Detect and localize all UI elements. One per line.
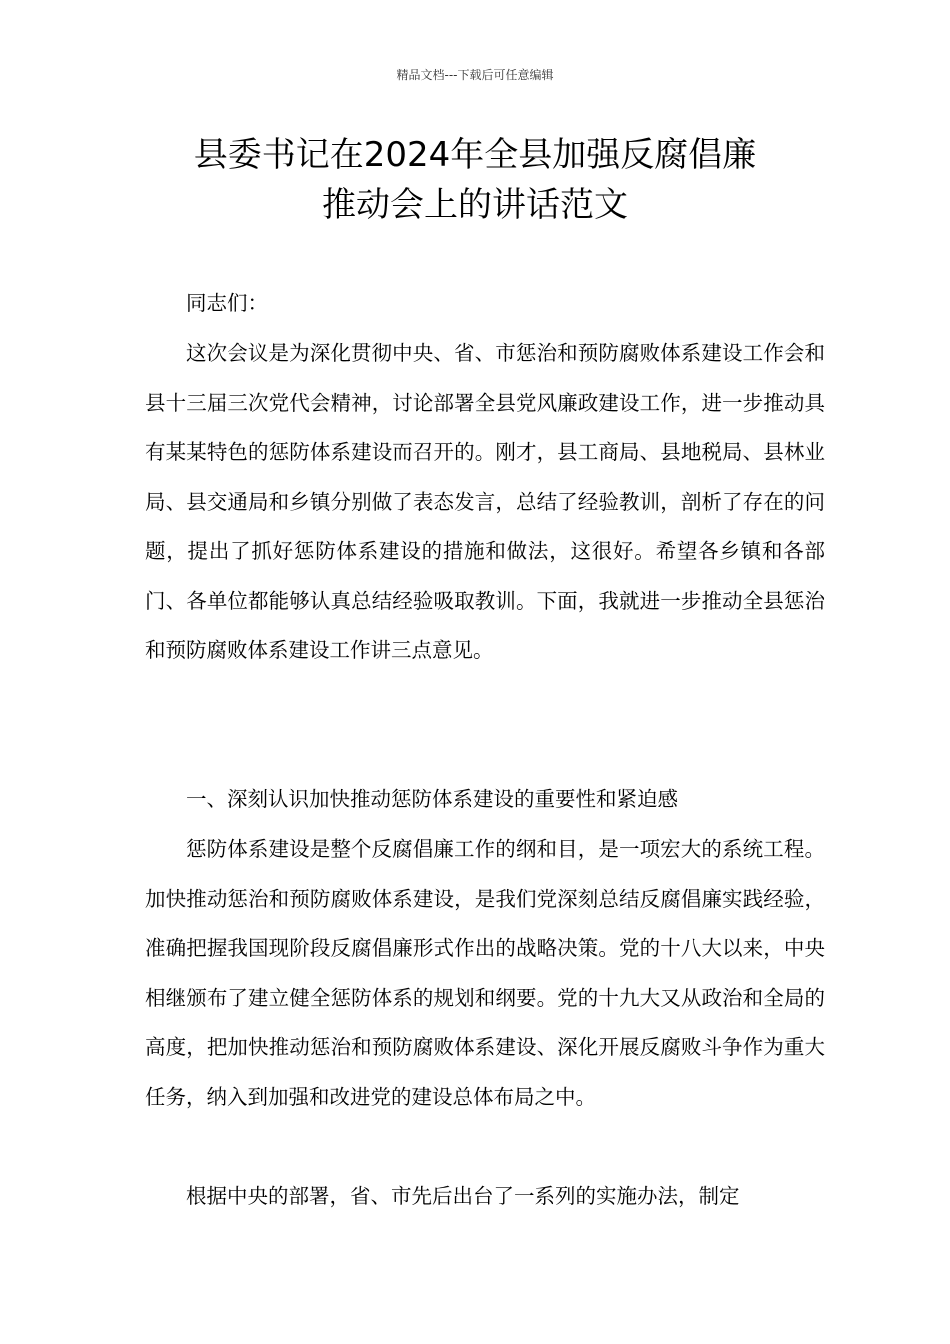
paragraph-section-1: 惩防体系建设是整个反腐倡廉工作的纲和目，是一项宏大的系统工程。加快推动惩治和预防腐败体系建设，是我们党深刻总结反腐倡廉实践经验，准确把握我国现阶段反腐倡廉形式作出的战略决策。党的十八大以来，中央相继颁布了建立健全惩防体系的规划和纲要。党的十九大又从政治和全局的高度，把加快推动惩治和预防腐败体系建设、深化开展反腐败斗争作为重大任务，纳入到加强和改进党的建设总体布局之中。: [145, 837, 825, 1109]
title-line-1: 县委书记在2024年全县加强反腐倡廉: [193, 135, 757, 175]
document-title: [120, 130, 830, 230]
paragraph-intro: 这次会议是为深化贯彻中央、省、市惩治和预防腐败体系建设工作会和县十三届三次党代会精神，讨论部署全县党风廉政建设工作，进一步推动具有某某特色的惩防体系建设而召开的。刚才，县工商局、县地税局、县林业局、县交通局和乡镇分别做了表态发言，总结了经验教训，剖析了存在的问题，提出了抓好惩防体系建设的措施和做法，这很好。希望各乡镇和各部门、各单位都能够认真总结经验吸取教训。下面，我就进一步推动全县惩治和预防腐败体系建设工作讲三点意见。: [145, 341, 825, 662]
title-line-2: 推动会上的讲话范文: [322, 185, 628, 225]
salutation: 同志们：: [186, 291, 268, 315]
paragraph-section-1-continued: 根据中央的部署，省、市先后出台了一系列的实施办法，制定: [186, 1184, 740, 1208]
section-heading: 一、深刻认识加快推动惩防体系建设的重要性和紧迫感: [186, 787, 678, 811]
header-note: 精品文档---下载后可任意编辑: [396, 68, 554, 82]
